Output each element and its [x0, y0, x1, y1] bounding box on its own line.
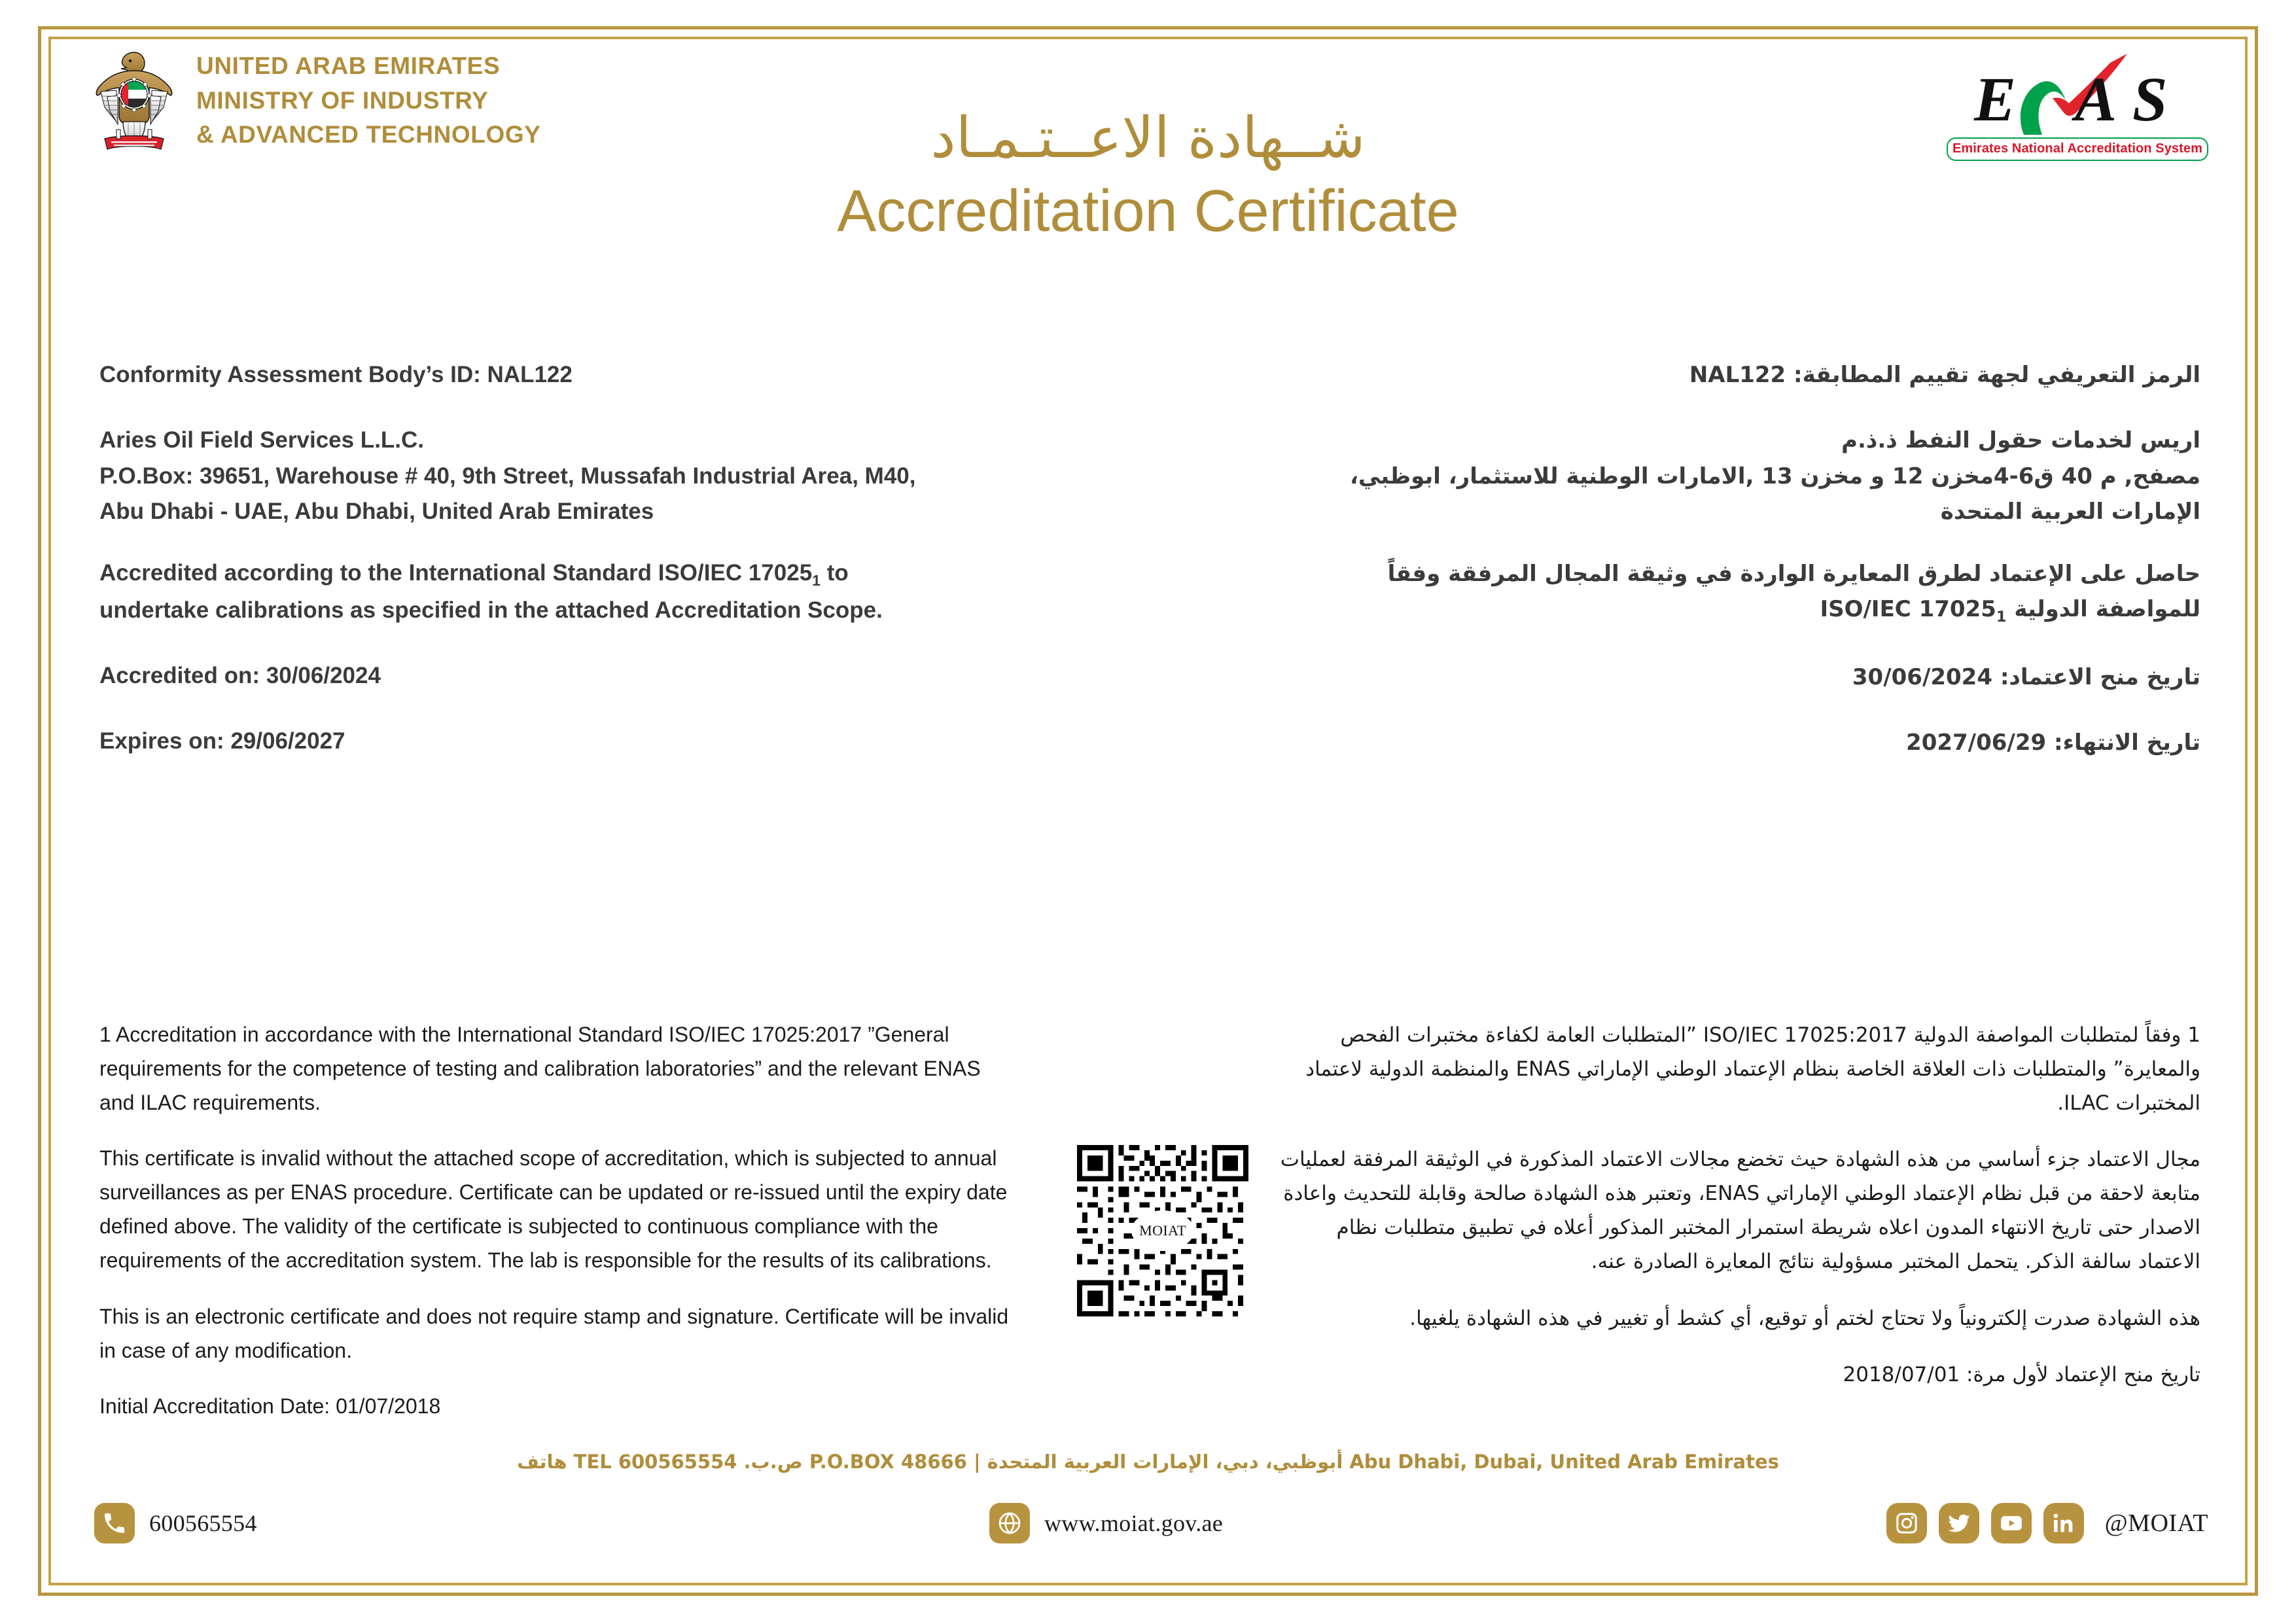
accredited-on-en: Accredited on: 30/06/2024	[99, 663, 381, 689]
title-english: Accreditation Certificate	[837, 179, 1459, 245]
certificate-footer	[48, 1448, 2248, 1585]
globe-icon	[989, 1503, 1030, 1543]
phone-icon	[94, 1503, 135, 1543]
expires-on-ar: تاريخ الانتهاء: 2027/06/29	[1906, 730, 2200, 756]
scope-footnote-marker-ar: 1	[1996, 608, 2007, 626]
svg-text:A: A	[2075, 64, 2117, 134]
twitter-icon[interactable]	[1939, 1503, 1979, 1543]
linkedin-icon[interactable]	[2043, 1503, 2084, 1543]
notes-column-arabic	[1275, 1018, 2200, 1392]
instagram-icon[interactable]	[1886, 1503, 1927, 1543]
initial-accreditation-date-en: Initial Accreditation Date: 01/07/2018	[99, 1394, 441, 1419]
body-column-arabic	[1284, 357, 2200, 790]
svg-text:E: E	[1974, 64, 2017, 134]
organisation-address-en: P.O.Box: 39651, Warehouse # 40, 9th Street, Mussafah Industrial Area, M40, Abu Dhabi - UAE, Abu Dhabi, United Arab Emirates	[99, 463, 916, 524]
qr-center-label: MOIAT	[1131, 1210, 1194, 1251]
organisation-name-en: Aries Oil Field Services L.L.C.	[99, 427, 425, 453]
body-column-english	[99, 357, 963, 790]
verification-qr-code[interactable]	[1077, 1145, 1248, 1316]
cab-id-en: Conformity Assessment Body’s ID: NAL122	[99, 362, 573, 387]
scope-pre-en: Accredited according to the International Standard ISO/IEC 17025	[99, 560, 813, 586]
note-ar-1: 1 وفقاً لمتطلبات المواصفة الدولية ISO/IEC 17025:2017 ”المتطلبات العامة لكفاءة مختبرات الفحص والمعايرة” والمتطلبات ذات العلاقة الخاصة بنظام الإعتماد الوطني الإماراتي ENAS والمنظمة الدولية لاعتماد المختبرات ILAC.	[1305, 1023, 2200, 1116]
footer-phone[interactable]	[94, 1503, 257, 1543]
expires-on-en: Expires on: 29/06/2027	[99, 728, 345, 754]
notes-column-english	[99, 1018, 1019, 1424]
footer-website[interactable]	[989, 1503, 1223, 1543]
scope-post-en: to undertake calibrations as specified in the attached Accreditation Scope.	[99, 560, 883, 623]
scope-footnote-marker-en: 1	[812, 572, 821, 589]
footer-contact-row	[48, 1499, 2248, 1562]
scope-statement-en	[99, 555, 963, 628]
certificate-titles	[48, 105, 2248, 246]
initial-accreditation-date-ar: تاريخ منح الإعتماد لأول مرة: 2018/07/01	[1843, 1362, 2200, 1386]
footer-social-links	[1886, 1503, 2208, 1543]
organisation-address-ar: مصفح, م 40 ق6-4مخزن 12 و مخزن 13 ,الامارات الوطنية للاستثمار، ابوظبي، الإمارات العربية المتحدة	[1349, 463, 2200, 525]
svg-text:S: S	[2132, 64, 2168, 134]
ministry-line-3: & ADVANCED TECHNOLOGY	[196, 121, 541, 149]
enas-tagline: Emirates National Accreditation System	[1947, 137, 2208, 161]
title-arabic: شــهادة الاعــتـمـاد	[930, 105, 1366, 171]
accredited-on-ar: تاريخ منح الاعتماد: 30/06/2024	[1852, 663, 2200, 690]
note-en-2: This certificate is invalid without the attached scope of accreditation, which is subjected to annual surveillances as per ENAS procedure. Certificate can be updated or re-issued until the expiry date defined above. The validity of the certificate is subjected to continuous compliance with the requirements of the accreditation system. The lab is responsible for the results of its calibrations.	[99, 1146, 1008, 1272]
note-en-3: This is an electronic certificate and does not require stamp and signature. Certificate will be invalid in case of any modification.	[99, 1304, 1009, 1362]
scope-statement-ar	[1284, 556, 2200, 629]
note-en-1: 1 Accreditation in accordance with the International Standard ISO/IEC 17025:2017 ”General requirements for the competence of testing and calibration laboratories” and the relevant ENAS and ILAC requirements.	[99, 1023, 981, 1114]
youtube-icon[interactable]	[1991, 1503, 2032, 1543]
note-ar-2: مجال الاعتماد جزء أساسي من هذه الشهادة حيث تخضع مجالات الاعتماد المذكورة في الوثيقة المرفقة لعمليات متابعة لاحقة من قبل نظام الإعتماد الوطني الإماراتي ENAS، وتعتبر هذه الشهادة صالحة وقابلة للتحديث واعادة الاصدار حتى تاريخ الانتهاء المدون اعلاه شريطة استمرار المختبر المذكور أعلاه في تطبيق متطلبات نظام الاعتماد سالفة الذكر. يتحمل المختبر مسؤولية نتائج المعايرة الصادرة عنه.	[1280, 1148, 2200, 1274]
ministry-line-2: MINISTRY OF INDUSTRY	[196, 86, 489, 114]
certificate-content	[48, 37, 2248, 1585]
footer-address-line: Abu Dhabi, Dubai, United Arab Emirates أبوظبي، دبي، الإمارات العربية المتحدة | P.O.BOX 48666 ص.ب. TEL 600565554 هاتف	[517, 1451, 1779, 1473]
footer-phone-number: 600565554	[149, 1510, 257, 1536]
footer-website-url: www.moiat.gov.ae	[1044, 1510, 1224, 1536]
footer-social-handle: @MOIAT	[2104, 1509, 2208, 1537]
ministry-line-1: UNITED ARAB EMIRATES	[196, 52, 501, 80]
cab-id-ar: الرمز التعريفي لجهة تقييم المطابقة: NAL122	[1689, 362, 2200, 388]
scope-pre-ar: حاصل على الإعتماد لطرق المعايرة الواردة في وثيقة المجال المرفقة وفقاً للمواصفة الدولية ISO/IEC 17025	[1387, 560, 2200, 622]
note-ar-3: هذه الشهادة صدرت إلكترونياً ولا تحتاج لختم أو توقيع، أي كشط أو تغيير في هذه الشهادة يلغيها.	[1409, 1306, 2200, 1330]
organisation-name-ar: اريس لخدمات حقول النفط ذ.ذ.م	[1841, 427, 2200, 454]
